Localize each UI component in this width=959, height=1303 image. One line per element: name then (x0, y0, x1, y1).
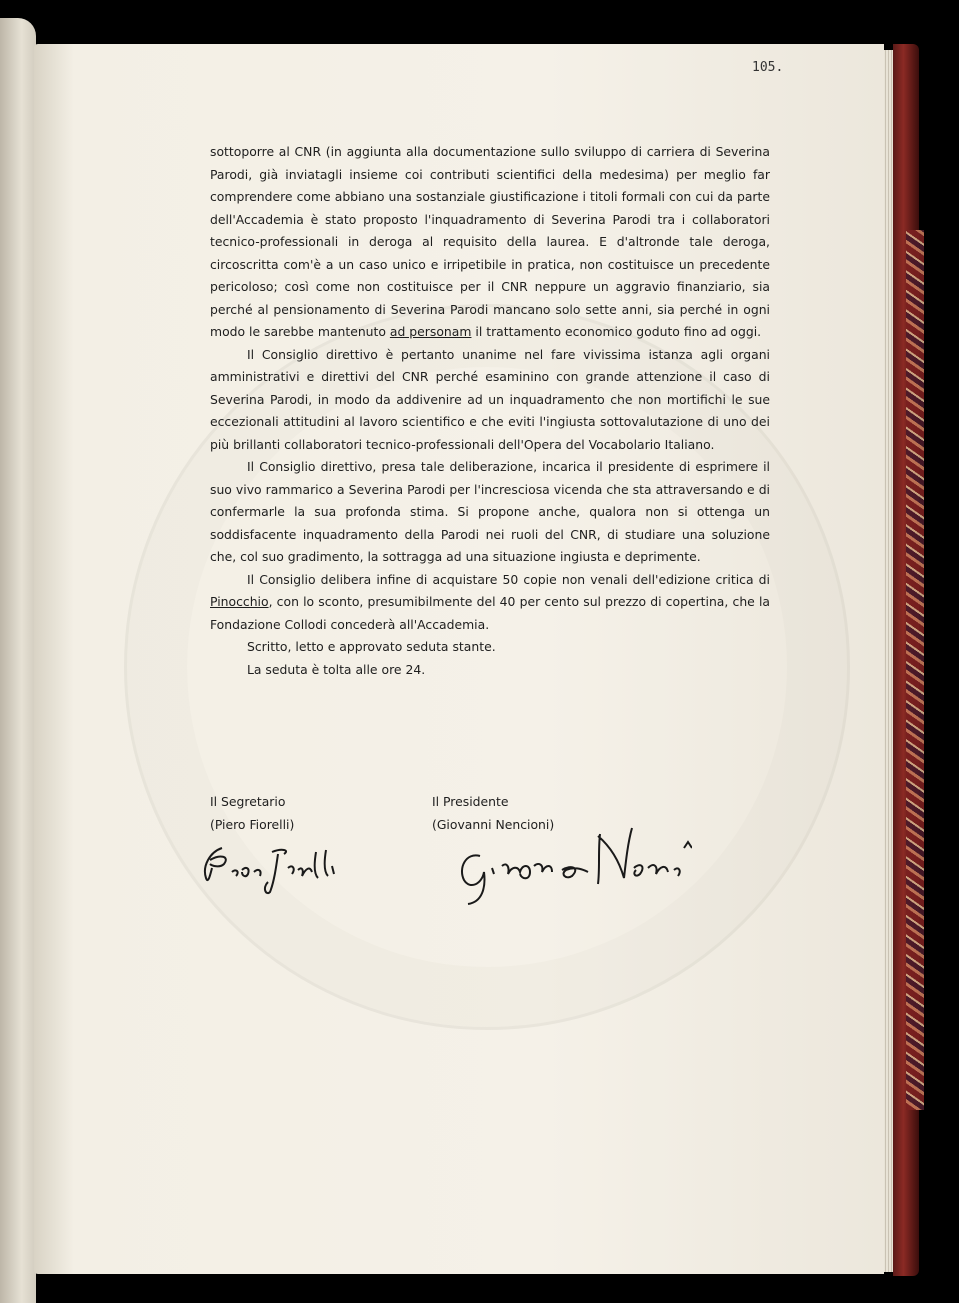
paragraph-text: Scritto, letto e approvato seduta stante. (247, 639, 496, 654)
underlined-text: ad personam (389, 324, 472, 339)
paragraph (210, 456, 770, 569)
paragraph-text: il trattamento economico goduto fino ad oggi. (471, 324, 762, 339)
body-text (210, 141, 770, 681)
secretary-name: (Piero Fiorelli) (210, 816, 295, 832)
paragraph-text: Il Consiglio direttivo, presa tale deliberazione, incarica il presidente di esprimere il suo vivo rammarico a Severina Parodi per l'incresciosa vicenda che sta attraversando e di confermarle la sua profonda stima. Si propone anche, qualora non si ottenga un soddisfacente inquadramento della Parodi nei ruoli del CNR, di studiare una soluzione che, col suo gradimento, la sottragga ad una situazione ingiusta e deprimente. (210, 459, 770, 564)
facing-page-edge (0, 18, 36, 1303)
paragraph-text: La seduta è tolta alle ore 24. (247, 661, 426, 677)
secretary-block (210, 791, 294, 836)
marbled-edge (906, 230, 924, 1110)
paragraph (210, 659, 770, 682)
paragraph (210, 636, 770, 659)
page-number: 105. (752, 60, 784, 75)
paragraph-text: , con lo sconto, presumibilmente del 40 per cento sul prezzo di copertina, che la Fondazione Collodi concederà all'Accademia. (210, 594, 770, 632)
president-role: Il Presidente (432, 794, 509, 809)
president-handwritten-signature (422, 808, 692, 908)
paragraph (210, 344, 770, 457)
paragraph (210, 569, 770, 637)
paragraph-text: sottoporre al CNR (in aggiunta alla documentazione sullo sviluppo di carriera di Severina Parodi, già inviatagli insieme coi contributi scientifici della medesima) per meglio far comprendere come abbiano una sostanziale giustificazione i titoli formali con cui da parte dell'Accademia è stato proposto l'inquadramento di Severina Parodi tra i collaboratori tecnico-professionali in deroga al requisito della laurea. E d'altronde tale deroga, circoscritta com'è a un caso unico e irripetibile in pratica, non costituisce un precedente pericoloso; così come non costituisce per il CNR neppure un aggravio finanziario, sia perché al pensionamento di Severina Parodi mancano solo sette anni, sia perché in ogni modo le sarebbe mantenuto (210, 144, 770, 339)
secretary-role: Il Segretario (210, 794, 286, 809)
paragraph-text: Il Consiglio delibera infine di acquistare 50 copie non venali dell'edizione critica di (247, 571, 770, 587)
paragraph (210, 141, 770, 344)
president-name: (Giovanni Nencioni) (432, 816, 555, 832)
secretary-handwritten-signature (180, 838, 340, 898)
paragraph-text: Il Consiglio direttivo è pertanto unanime nel fare vivissima istanza agli organi amministrativi e direttivi del CNR perché esaminino con grande attenzione il caso di Severina Parodi, in modo da addivenire ad un inquadramento che non mortifichi le sue eccezionali attitudini al lavoro scientifico e che eviti l'ingiusta sottovalutazione di uno dei più brillanti collaboratori tecnico-professionali dell'Opera del Vocabolario Italiano. (210, 346, 770, 452)
underlined-text: Pinocchio (210, 594, 269, 609)
